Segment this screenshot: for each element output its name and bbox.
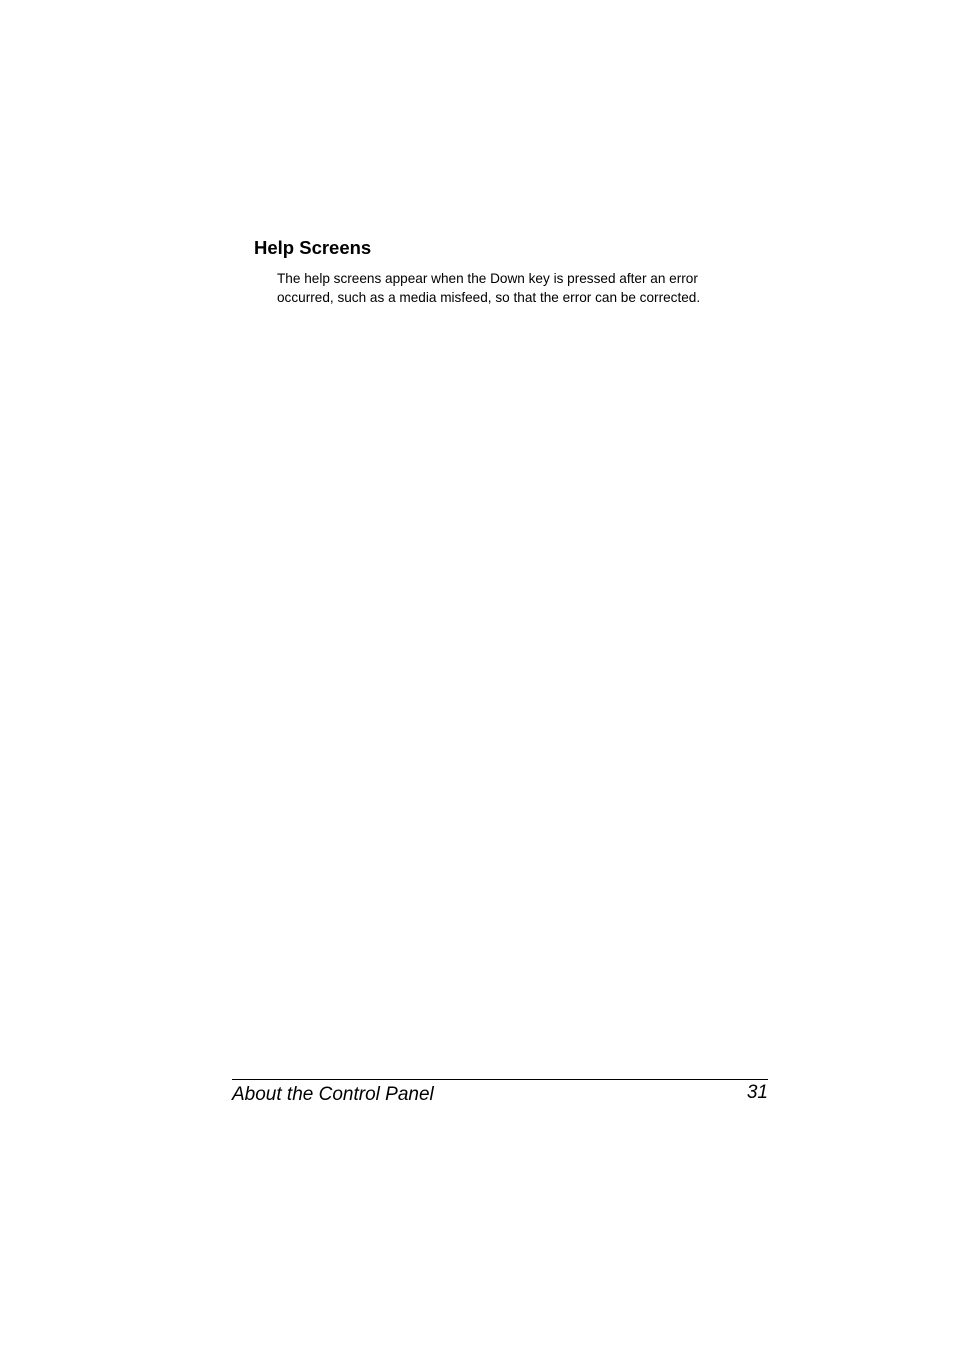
page-footer xyxy=(232,1079,768,1110)
paragraph-line: The help screens appear when the Down key is pressed after an error xyxy=(277,271,698,286)
paragraph-line: occurred, such as a media misfeed, so that the error can be corrected. xyxy=(277,289,701,305)
section-paragraph xyxy=(277,270,747,307)
footer-chapter-title: About the Control Panel xyxy=(232,1084,434,1105)
page-number: 31 xyxy=(746,1082,768,1103)
help-screens-section xyxy=(254,236,754,307)
section-heading: Help Screens xyxy=(254,237,372,258)
